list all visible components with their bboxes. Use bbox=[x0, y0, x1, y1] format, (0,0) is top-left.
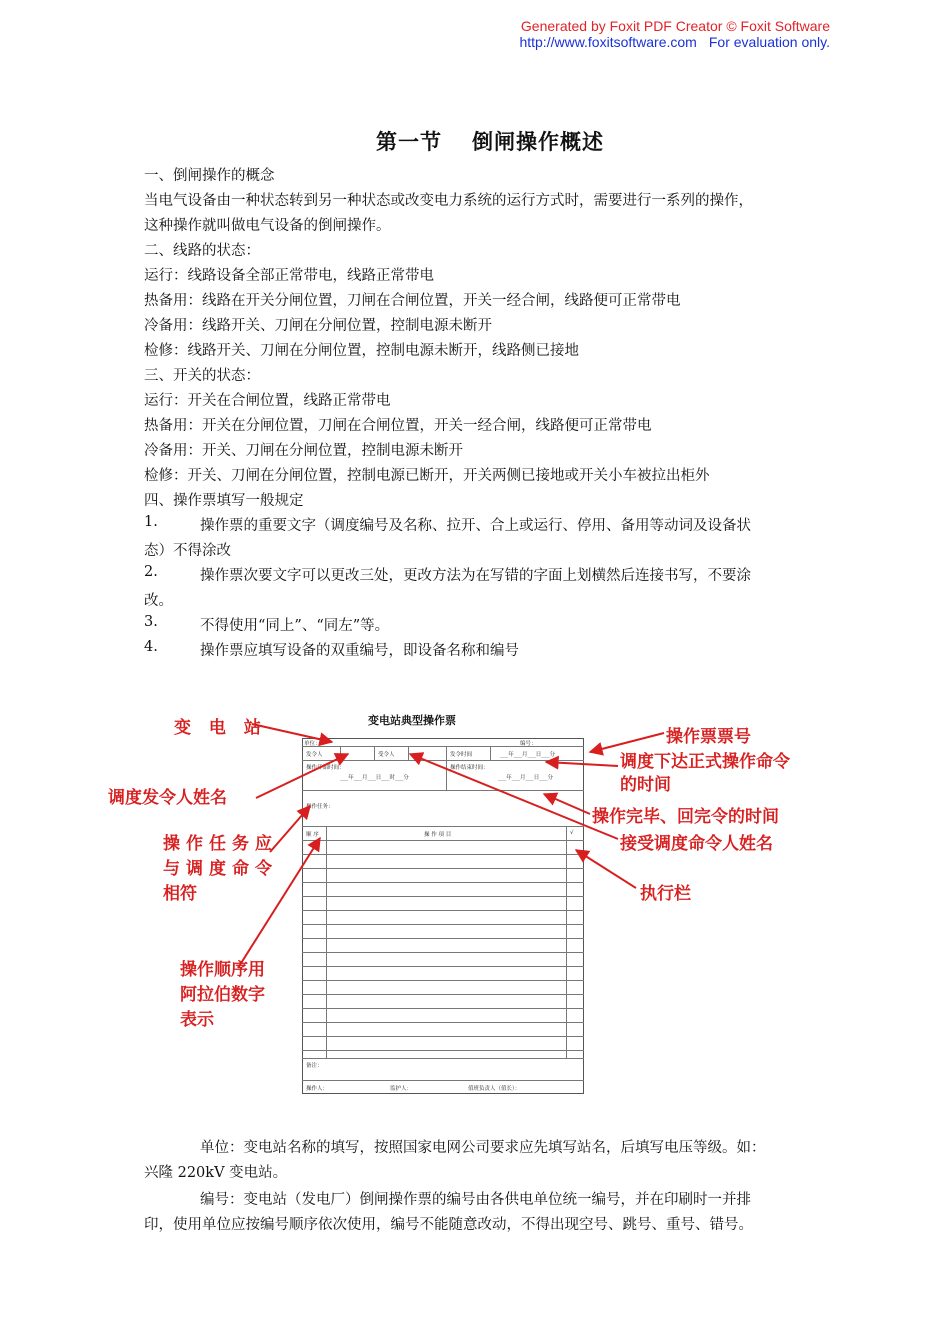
annotation-substation: 变 电 站 bbox=[174, 718, 267, 738]
form-start-time-label: 操作开始时间： bbox=[306, 765, 345, 771]
watermark-eval: For evaluation only. bbox=[708, 34, 830, 50]
form-end-time-fill: ___年___月___日___分 bbox=[498, 775, 554, 781]
section-topic: 倒闸操作概述 bbox=[472, 130, 604, 154]
arrow-receiver-name bbox=[410, 754, 618, 839]
body-line: 冷备用：开关、刀闸在分闸位置，控制电源未断开 bbox=[144, 443, 463, 459]
body-line: 检修：线路开关、刀闸在分闸位置，控制电源未断开，线路侧已接地 bbox=[144, 343, 579, 359]
body-line: 热备用：开关在分闸位置，刀闸在合闸位置，开关一经合闸，线路便可正常带电 bbox=[144, 418, 652, 434]
form-number-label: 编号： bbox=[520, 741, 537, 747]
annotation-order-time-1: 调度下达正式操作命令 bbox=[620, 752, 790, 772]
body-line: 二、线路的状态： bbox=[144, 243, 260, 259]
rule-text: 操作票应填写设备的双重编号，即设备名称和编号 bbox=[200, 643, 519, 659]
annotation-task-2: 与调度命令 bbox=[163, 859, 278, 879]
form-task-label: 操作任务： bbox=[306, 804, 334, 810]
body-line: 三、开关的状态： bbox=[144, 368, 260, 384]
annotation-task-1: 操作任务应 bbox=[163, 834, 278, 854]
body-line: 运行：开关在合闸位置，线路正常带电 bbox=[144, 393, 391, 409]
body-line: 检修：开关、刀闸在分闸位置，控制电源已断开，开关两侧已接地或开关小车被拉出柜外 bbox=[144, 468, 710, 484]
arrow-order-time bbox=[546, 762, 618, 766]
rule-number: 3. bbox=[144, 614, 158, 630]
rule-number: 2. bbox=[144, 564, 158, 580]
form-remark-label: 备注： bbox=[306, 1063, 323, 1069]
arrow-task bbox=[270, 806, 310, 852]
annotation-ticket-number: 操作票票号 bbox=[666, 727, 751, 747]
body-line: 这种操作就叫做电气设备的倒闸操作。 bbox=[144, 218, 391, 234]
annotation-task-3: 相符 bbox=[163, 884, 197, 904]
form-operator-label: 操作人： bbox=[306, 1086, 329, 1092]
paragraph-number-line1: 编号：变电站（发电厂）倒闸操作票的编号由各供电单位统一编号，并在印刷时一并排 bbox=[200, 1192, 751, 1208]
rule-number: 4. bbox=[144, 639, 158, 655]
annotation-exec-column: 执行栏 bbox=[640, 884, 691, 904]
watermark-link[interactable]: http://www.foxitsoftware.com bbox=[519, 34, 697, 50]
paragraph-unit-line2: 兴隆 220kV 变电站。 bbox=[144, 1165, 288, 1181]
annotation-order-time-2: 的时间 bbox=[620, 775, 671, 795]
annotation-seq-1: 操作顺序用 bbox=[180, 960, 265, 980]
rule-text-cont: 改。 bbox=[144, 593, 173, 609]
body-line: 冷备用：线路开关、刀闸在分闸位置，控制电源未断开 bbox=[144, 318, 492, 334]
annotation-finish-time: 操作完毕、回完令的时间 bbox=[592, 807, 779, 827]
section-number: 第一节 bbox=[376, 130, 442, 154]
annotation-seq-2: 阿拉伯数字 bbox=[180, 985, 265, 1005]
annotation-issuer-name: 调度发令人姓名 bbox=[108, 788, 227, 808]
form-end-time-label: 操作结束时间： bbox=[450, 765, 489, 771]
rule-text: 操作票次要文字可以更改三处，更改方法为在写错的字面上划横然后连接书写，不要涂 bbox=[200, 568, 751, 584]
body-line: 热备用：线路在开关分闸位置，刀闸在合闸位置，开关一经合闸，线路便可正常带电 bbox=[144, 293, 681, 309]
rule-text: 操作票的重要文字（调度编号及名称、拉开、合上或运行、停用、备用等动词及设备状 bbox=[200, 518, 751, 534]
body-line: 四、操作票填写一般规定 bbox=[144, 493, 304, 509]
rule-text-cont: 态）不得涂改 bbox=[144, 543, 231, 559]
arrow-substation bbox=[252, 724, 332, 742]
form-col-seq: 顺 序 bbox=[306, 832, 319, 838]
form-col-item: 操 作 项 目 bbox=[424, 832, 452, 838]
form-chief-label: 值班负责人（值长）： bbox=[468, 1086, 521, 1092]
rule-number: 1. bbox=[144, 514, 158, 530]
annotation-seq-3: 表示 bbox=[180, 1010, 214, 1030]
form-guardian-label: 监护人： bbox=[390, 1086, 413, 1092]
form-unit-label: 单位： bbox=[304, 741, 321, 747]
form-receiver-label: 受令人 bbox=[378, 752, 395, 758]
arrow-exec-column bbox=[576, 850, 636, 888]
form-start-time-fill: ___年___月___日___时___分 bbox=[340, 775, 409, 781]
body-line: 当电气设备由一种状态转到另一种状态或改变电力系统的运行方式时，需要进行一系列的操作， bbox=[144, 193, 753, 209]
form-issue-time-label: 发令时间 bbox=[450, 752, 473, 758]
arrow-ticket-number bbox=[590, 733, 664, 752]
form-col-check: √ bbox=[570, 830, 574, 836]
watermark-line1: Generated by Foxit PDF Creator © Foxit Software bbox=[520, 18, 830, 34]
paragraph-unit-line1: 单位：变电站名称的填写，按照国家电网公司要求应先填写站名，后填写电压等级。如： bbox=[200, 1140, 766, 1156]
body-line: 运行：线路设备全部正常带电，线路正常带电 bbox=[144, 268, 434, 284]
arrow-sequence bbox=[238, 838, 320, 968]
form-issuer-label: 发令人 bbox=[306, 752, 323, 758]
form-title: 变电站典型操作票 bbox=[368, 714, 456, 727]
rule-text: 不得使用“同上”、“同左”等。 bbox=[200, 618, 390, 634]
form-issue-time-fill: ___年___月___日___分 bbox=[500, 752, 556, 758]
annotation-receiver-name: 接受调度命令人姓名 bbox=[620, 834, 773, 854]
paragraph-number-line2: 印，使用单位应按编号顺序依次使用，编号不能随意改动，不得出现空号、跳号、重号、错号。 bbox=[144, 1217, 753, 1233]
body-line: 一、倒闸操作的概念 bbox=[144, 168, 275, 184]
arrow-issuer-name bbox=[256, 754, 348, 798]
